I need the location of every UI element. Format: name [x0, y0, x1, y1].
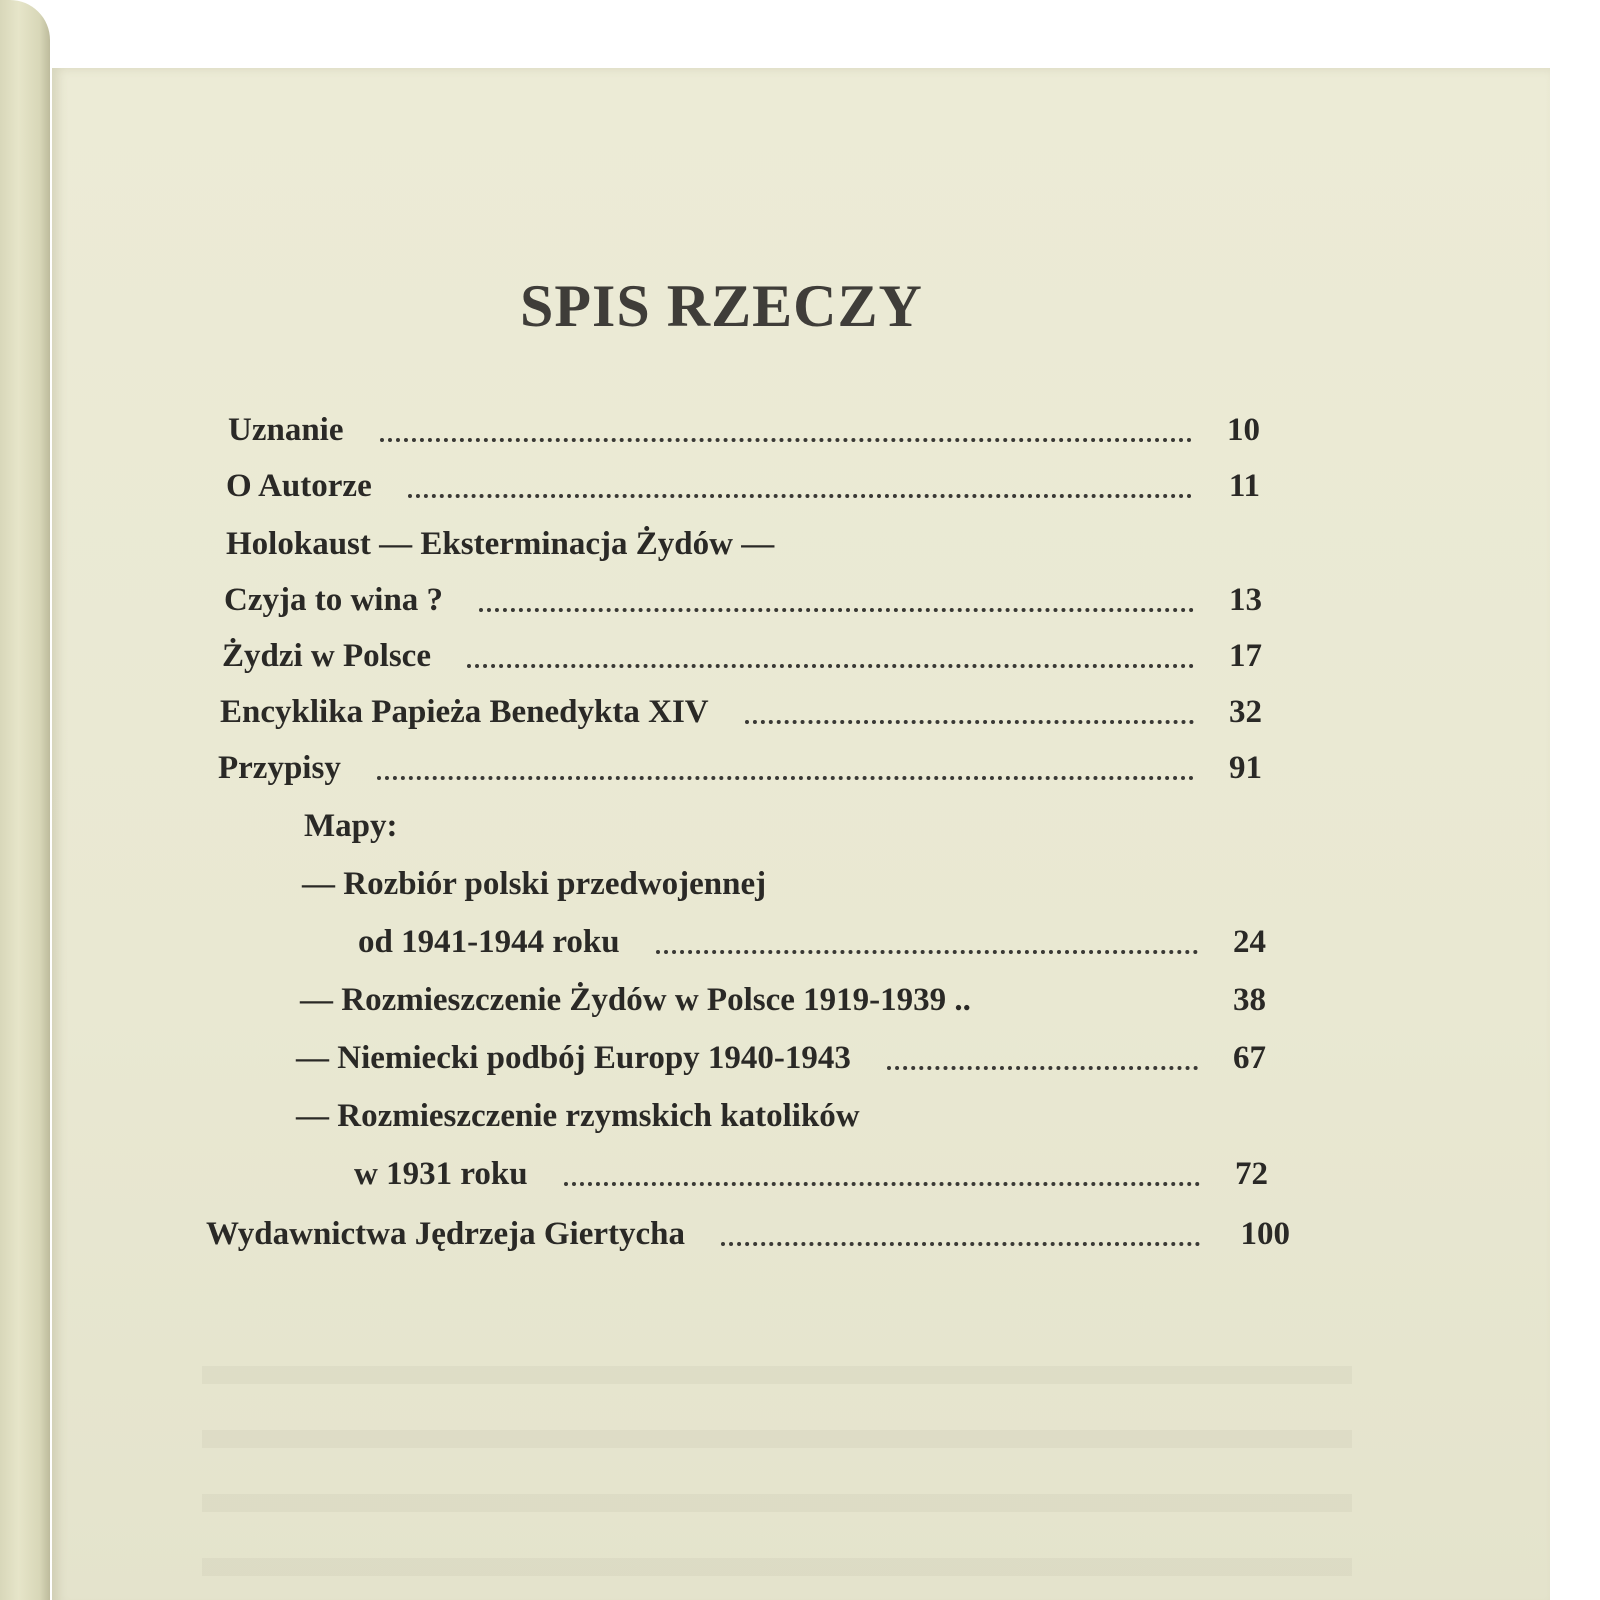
- toc-entry: [304, 808, 604, 852]
- page-title: SPIS RZECZY: [520, 273, 923, 339]
- toc-entry: [206, 1216, 1290, 1260]
- dot-leader: [467, 664, 1194, 668]
- dot-leader: [479, 608, 1194, 612]
- toc-entry: [300, 982, 1266, 1026]
- toc-entry-text: Holokaust — Eksterminacja Żydów —: [226, 526, 775, 562]
- toc-page-number: 11: [1228, 468, 1260, 504]
- toc-entry: [228, 412, 1260, 456]
- toc-entry: [222, 638, 1262, 682]
- toc-page-number: 100: [1240, 1216, 1290, 1252]
- toc-entry-text: Żydzi w Polsce: [222, 638, 431, 674]
- toc-page-number: 32: [1229, 694, 1262, 730]
- dot-leader: [721, 1242, 1200, 1246]
- toc-entry-text: Mapy:: [304, 808, 398, 844]
- dot-leader: [408, 494, 1192, 498]
- toc-entry: [224, 582, 1262, 626]
- toc-page-number: 10: [1227, 412, 1260, 448]
- toc-entry-text: Czyja to wina ?: [224, 582, 444, 618]
- toc-entry-text: Przypisy: [218, 750, 341, 786]
- toc-entry: [354, 1156, 1268, 1200]
- toc-entry: [358, 924, 1266, 968]
- toc-entry: [296, 1040, 1266, 1084]
- toc-page-number: 91: [1229, 750, 1262, 786]
- toc-entry: [226, 526, 986, 570]
- toc-entry-text: Wydawnictwa Jędrzeja Giertycha: [206, 1216, 685, 1252]
- toc-entry: [218, 750, 1262, 794]
- dot-leader: [380, 438, 1193, 442]
- toc-entry-text: O Autorze: [226, 468, 372, 504]
- toc-page-number: 24: [1233, 924, 1266, 960]
- toc-page-number: 72: [1235, 1156, 1268, 1192]
- toc-entry-text: — Niemiecki podbój Europy 1940-1943: [296, 1040, 851, 1076]
- dot-leader: [745, 720, 1194, 724]
- toc-entry-text: — Rozmieszczenie Żydów w Polsce 1919-1939 ..: [300, 982, 971, 1018]
- toc-entry: [220, 694, 1262, 738]
- toc-page-number: 13: [1229, 582, 1262, 618]
- dot-leader: [377, 776, 1194, 780]
- toc-entry-text: od 1941-1944 roku: [358, 924, 620, 960]
- toc-page-number: 38: [1233, 982, 1266, 1018]
- toc-entry: [226, 468, 1260, 512]
- dot-leader: [656, 950, 1198, 954]
- dot-leader: [887, 1066, 1198, 1070]
- toc-entry-text: w 1931 roku: [354, 1156, 528, 1192]
- toc-page-number: 67: [1233, 1040, 1266, 1076]
- toc-entry: [302, 866, 942, 910]
- toc-entry-text: Uznanie: [228, 412, 344, 448]
- toc-entry-text: Encyklika Papieża Benedykta XIV: [220, 694, 709, 730]
- toc-page-number: 17: [1229, 638, 1262, 674]
- toc-entry-text: — Rozmieszczenie rzymskich katolików: [296, 1098, 860, 1134]
- dot-leader: [564, 1182, 1200, 1186]
- toc-entry-text: — Rozbiór polski przedwojennej: [302, 866, 767, 902]
- toc-entry: [296, 1098, 1076, 1142]
